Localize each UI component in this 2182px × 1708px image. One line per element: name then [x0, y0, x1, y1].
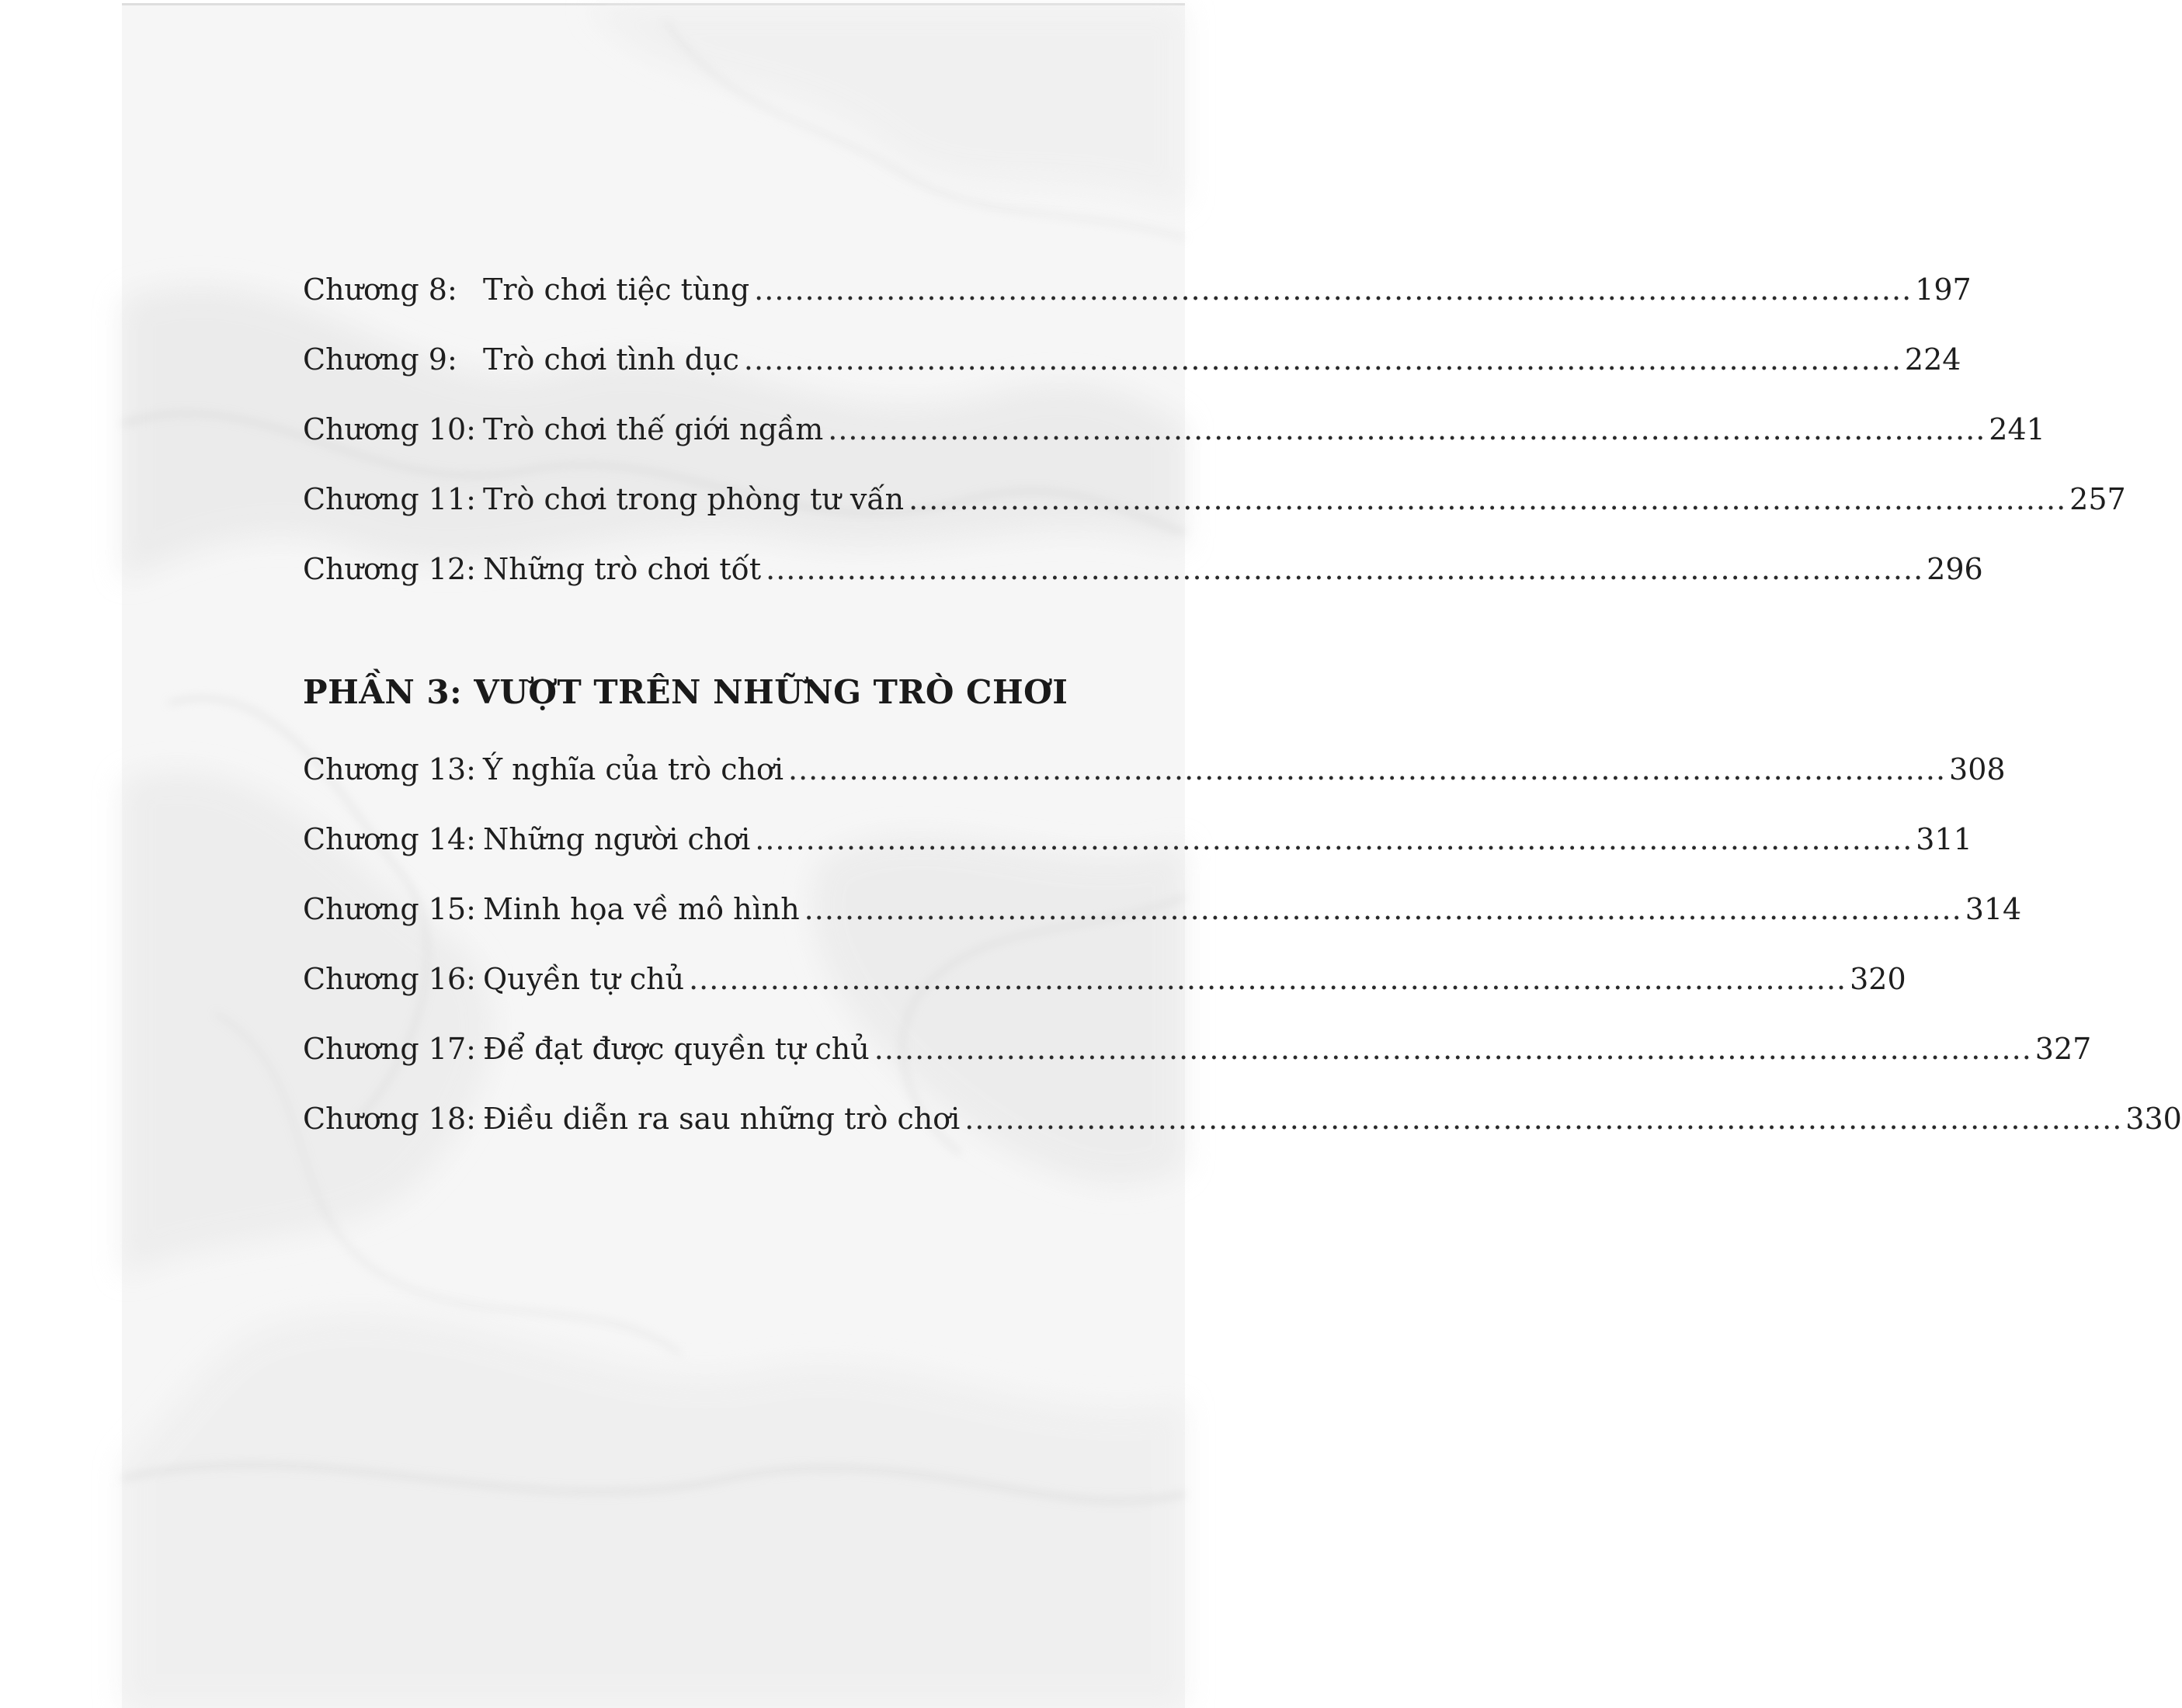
- dot-leader: ..................................................................................................................: [754, 273, 1913, 307]
- part-heading: PHẦN 3: VƯỢT TRÊN NHỮNG TRÒ CHƠI: [303, 673, 1068, 711]
- chapter-title: Ý nghĩa của trò chơi: [483, 752, 784, 786]
- dot-leader: ..................................................................................................................: [804, 892, 1962, 926]
- dot-leader: ..................................................................................................................: [689, 962, 1847, 996]
- chapter-title: Những người chơi: [483, 822, 751, 856]
- dot-leader: ..................................................................................................................: [909, 482, 2067, 516]
- chapter-title: Minh họa về mô hình: [483, 892, 800, 926]
- toc-entry: [303, 412, 2045, 453]
- chapter-title: Để đạt được quyền tự chủ: [483, 1032, 870, 1066]
- dot-leader: ..................................................................................................................: [766, 552, 1924, 586]
- dot-leader: ..................................................................................................................: [964, 1102, 2123, 1136]
- chapter-number: Chương 11:: [303, 482, 476, 516]
- toc-entry: [303, 962, 1906, 1003]
- chapter-title: Những trò chơi tốt: [483, 552, 762, 586]
- page-number: 311: [1916, 822, 1972, 856]
- toc-entry: [303, 552, 1983, 593]
- dot-leader: ..................................................................................................................: [743, 342, 1902, 377]
- chapter-number: Chương 8:: [303, 273, 457, 307]
- page-number: 257: [2069, 482, 2126, 516]
- page-number: 197: [1915, 273, 1972, 307]
- toc-entry: [303, 822, 1972, 863]
- book-page: [122, 3, 2182, 1708]
- page-number: 296: [1927, 552, 1983, 586]
- page-number: 330: [2125, 1102, 2182, 1136]
- chapter-number: Chương 10:: [303, 412, 476, 446]
- dot-leader: ..................................................................................................................: [874, 1032, 2032, 1066]
- chapter-number: Chương 9:: [303, 342, 457, 377]
- page-number: 314: [1965, 892, 2022, 926]
- chapter-title: Trò chơi tiệc tùng: [483, 273, 750, 307]
- chapter-number: Chương 13:: [303, 752, 476, 786]
- page-number: 241: [1989, 412, 2045, 446]
- toc-entry: [303, 273, 1972, 314]
- toc-entry: [303, 1102, 2182, 1143]
- page-number: 327: [2034, 1032, 2092, 1066]
- chapter-title: Trò chơi trong phòng tư vấn: [483, 482, 905, 516]
- chapter-number: Chương 14:: [303, 822, 476, 856]
- dot-leader: ..................................................................................................................: [828, 412, 1986, 446]
- dot-leader: ..................................................................................................................: [788, 752, 1947, 786]
- chapter-number: Chương 12:: [303, 552, 476, 586]
- chapter-title: Trò chơi tình dục: [483, 342, 739, 377]
- chapter-title: Điều diễn ra sau những trò chơi: [483, 1102, 961, 1136]
- chapter-title: Quyền tự chủ: [483, 962, 685, 996]
- chapter-number: Chương 16:: [303, 962, 476, 996]
- toc-entry: [303, 892, 2022, 933]
- chapter-number: Chương 17:: [303, 1032, 476, 1066]
- page-number: 320: [1850, 962, 1906, 996]
- chapter-number: Chương 18:: [303, 1102, 476, 1136]
- toc-entry: [303, 482, 2126, 523]
- page-number: 308: [1949, 752, 2006, 786]
- dot-leader: ..................................................................................................................: [755, 822, 1913, 856]
- toc-entry: [303, 752, 2006, 793]
- page-number: 224: [1904, 342, 1961, 377]
- toc-entry: [303, 342, 1961, 384]
- toc-entry: [303, 1032, 2092, 1073]
- chapter-number: Chương 15:: [303, 892, 476, 926]
- chapter-title: Trò chơi thế giới ngầm: [483, 412, 824, 446]
